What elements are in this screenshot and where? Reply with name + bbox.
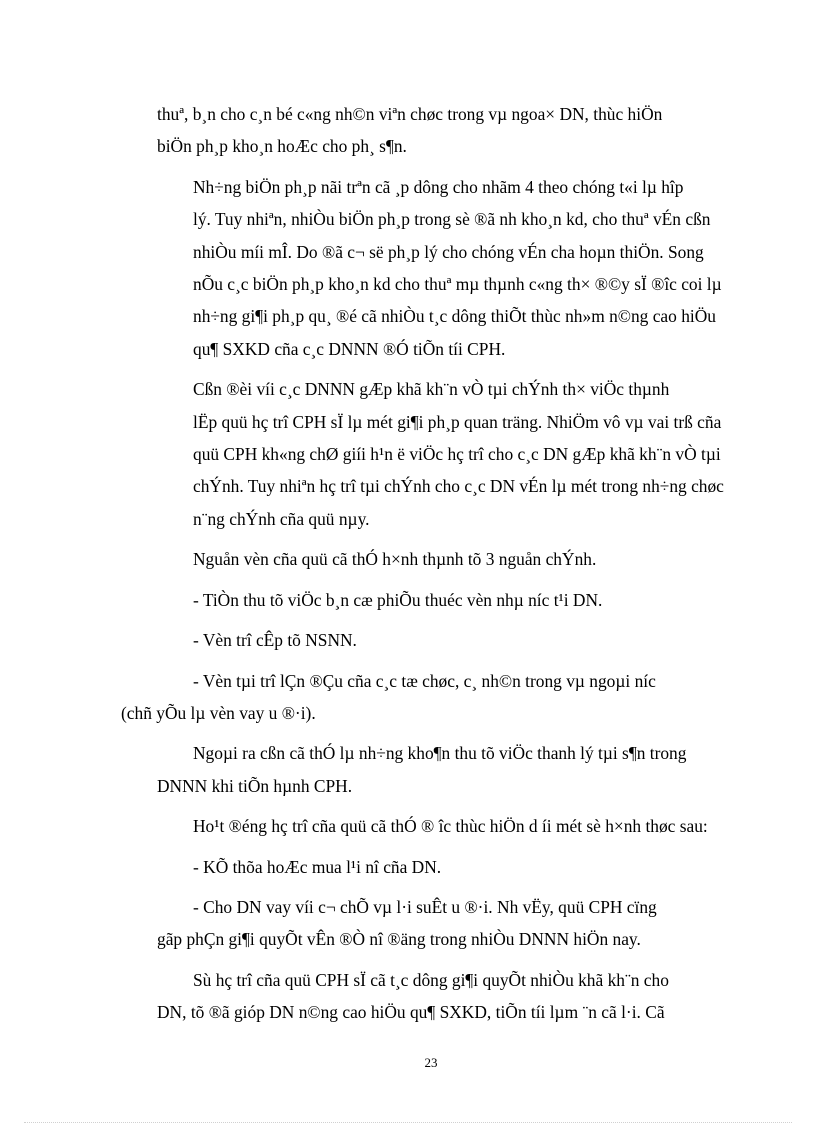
paragraph: [157, 373, 735, 535]
list-item: [157, 584, 735, 616]
text-line: biÖn ph¸p kho¸n hoÆc cho ph¸ s¶n.: [157, 136, 407, 157]
text-line: - Vèn tµi trî lÇn ®Çu cña c¸c tæ chøc, c¸ nh©n trong vµ ngoµi níc: [193, 670, 656, 691]
text-line: nhiÒu míi mÎ. Do ®ã c¬ së ph¸p lý cho chóng vÉn cha hoµn thiÖn. Song: [193, 241, 704, 262]
text-line: lý. Tuy nhiªn, nhiÒu biÖn ph¸p trong sè ®ã nh kho¸n kd, cho thuª vÉn cßn: [193, 209, 711, 230]
list-item: [121, 665, 735, 730]
text-line: Ngoµi ra cßn cã thÓ lµ nh÷ng kho¶n thu tõ viÖc thanh lý tµi s¶n trong: [193, 743, 687, 764]
text-line: - KÕ thõa hoÆc mua l¹i nî cña DN.: [193, 856, 442, 877]
paragraph: [157, 171, 735, 365]
text-line: - Vèn trî cÊp tõ NSNN.: [193, 630, 357, 651]
document-body: [121, 98, 735, 1037]
text-line: Nguån vèn cña quü cã thÓ h×nh thµnh tõ 3 nguån chÝnh.: [193, 549, 597, 570]
text-line: (chñ yÕu lµ vèn vay u ®·i).: [121, 702, 316, 723]
text-line: DNNN khi tiÕn hµnh CPH.: [157, 775, 353, 796]
text-line: nh÷ng gi¶i ph¸p qu¸ ®é cã nhiÒu t¸c dông thiÕt thùc nh»m n©ng cao hiÖu: [193, 306, 716, 327]
text-line: chÝnh. Tuy nhiªn hç trî tµi chÝnh cho c¸c DN vÉn lµ mét trong nh÷ng chøc: [193, 476, 724, 497]
text-line: thuª, b¸n cho c¸n bé c«ng nh©n viªn chøc trong vµ ngoa× DN, thùc hiÖn: [157, 104, 663, 124]
page-number: 23: [424, 1055, 438, 1070]
paragraph: [157, 543, 735, 575]
list-item: [157, 851, 735, 883]
text-line: quü CPH kh«ng chØ giíi h¹n ë viÖc hç trî cho c¸c DN gÆp khã kh¨n vÒ tµi: [193, 444, 721, 465]
paragraph: [157, 737, 735, 802]
text-line: - TiÒn thu tõ viÖc b¸n cæ phiÕu thuéc vèn nhµ níc t¹i DN.: [193, 589, 603, 610]
text-line: Ho¹t ®éng hç trî cña quü cã thÓ ® îc thùc hiÖn d íi mét sè h×nh thøc sau:: [193, 816, 708, 837]
text-line: Cßn ®èi víi c¸c DNNN gÆp khã kh¨n vÒ tµi chÝnh th× viÖc thµnh: [193, 379, 670, 400]
text-line: nÕu c¸c biÖn ph¸p kho¸n kd cho thuª mµ thµnh c«ng th× ®©y sÏ ®îc coi lµ: [193, 274, 722, 295]
text-line: n¨ng chÝnh cña quü nµy.: [193, 508, 370, 529]
list-item: [157, 891, 735, 956]
list-item: [157, 624, 735, 656]
text-line: lËp quü hç trî CPH sÏ lµ mét gi¶i ph¸p quan träng. NhiÖm vô vµ vai trß cña: [193, 411, 722, 432]
paragraph: [157, 810, 735, 842]
text-line: qu¶ SXKD cña c¸c DNNN ®Ó tiÕn tíi CPH.: [193, 338, 506, 359]
text-line: gãp phÇn gi¶i quyÕt vÊn ®Ò nî ®äng trong nhiÒu DNNN hiÖn nay.: [157, 929, 641, 950]
text-line: Nh÷ng biÖn ph¸p nãi trªn cã ¸p dông cho nhãm 4 theo chóng t«i lµ hîp: [193, 176, 684, 197]
paragraph: [157, 964, 735, 1029]
text-line: DN, tõ ®ã gióp DN n©ng cao hiÖu qu¶ SXKD, tiÕn tíi lµm ¨n cã l·i. Cã: [157, 1002, 665, 1023]
text-line: Sù hç trî cña quü CPH sÏ cã t¸c dông gi¶i quyÕt nhiÒu khã kh¨n cho: [193, 969, 669, 990]
text-line: - Cho DN vay víi c¬ chÕ vµ l·i suÊt u ®·i. Nh vËy, quü CPH cïng: [193, 896, 657, 917]
paragraph: [157, 98, 735, 163]
